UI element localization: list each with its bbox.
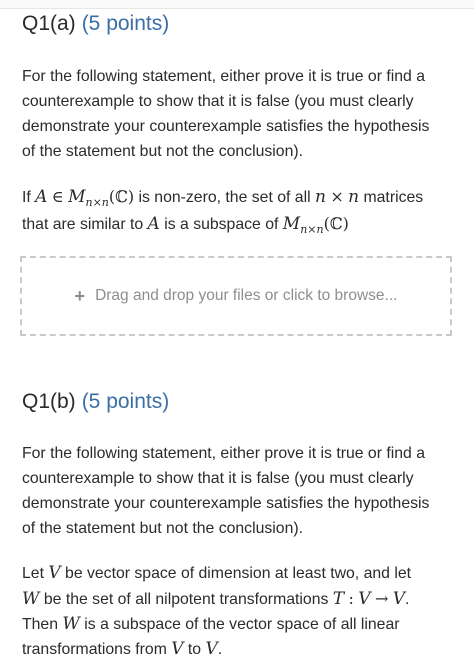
plus-icon: + (74, 285, 86, 306)
question-label: Q1(b) (22, 390, 76, 413)
statement-line-3: Then W is a subspace of the vector space of all linear (22, 614, 400, 634)
points-label: (5 points) (81, 390, 170, 413)
statement-line-2: that are similar to A is a subspace of $M_{n\times n}(ℂ)$ (22, 214, 349, 236)
question-label: Q1(a) (22, 12, 76, 35)
question-1b-statement (22, 561, 462, 662)
statement-line-2: W be the set of all nilpotent transformations T : V → V. (22, 589, 410, 609)
instruction-line: For the following statement, either prove it is true or find a (22, 68, 426, 85)
question-1a-statement (22, 184, 462, 238)
question-1b-instructions (22, 441, 462, 541)
instruction-line: counterexample to show that it is false (you must clearly (22, 470, 414, 487)
instruction-line: of the statement but not the conclusion). (22, 520, 304, 537)
question-1b-heading (22, 390, 169, 414)
statement-line-4: transformations from V to V. (22, 639, 223, 659)
top-border (0, 0, 474, 9)
statement-line-1: If A ∈ $M_{n\times n}(ℂ)$ is non-zero, the set of all n × n matrices (22, 187, 424, 209)
file-upload-dropzone[interactable] (20, 256, 452, 336)
question-1a-heading (22, 12, 169, 36)
instruction-line: demonstrate your counterexample satisfies the hypothesis (22, 118, 430, 135)
statement-line-1: Let V be vector space of dimension at least two, and let (22, 563, 412, 583)
dropzone-label: Drag and drop your files or click to browse... (95, 287, 398, 304)
instruction-line: For the following statement, either prove it is true or find a (22, 445, 426, 462)
question-1a-instructions (22, 64, 462, 164)
instruction-line: demonstrate your counterexample satisfies the hypothesis (22, 495, 430, 512)
points-label: (5 points) (81, 12, 170, 35)
instruction-line: counterexample to show that it is false (you must clearly (22, 93, 414, 110)
instruction-line: of the statement but not the conclusion). (22, 143, 304, 160)
